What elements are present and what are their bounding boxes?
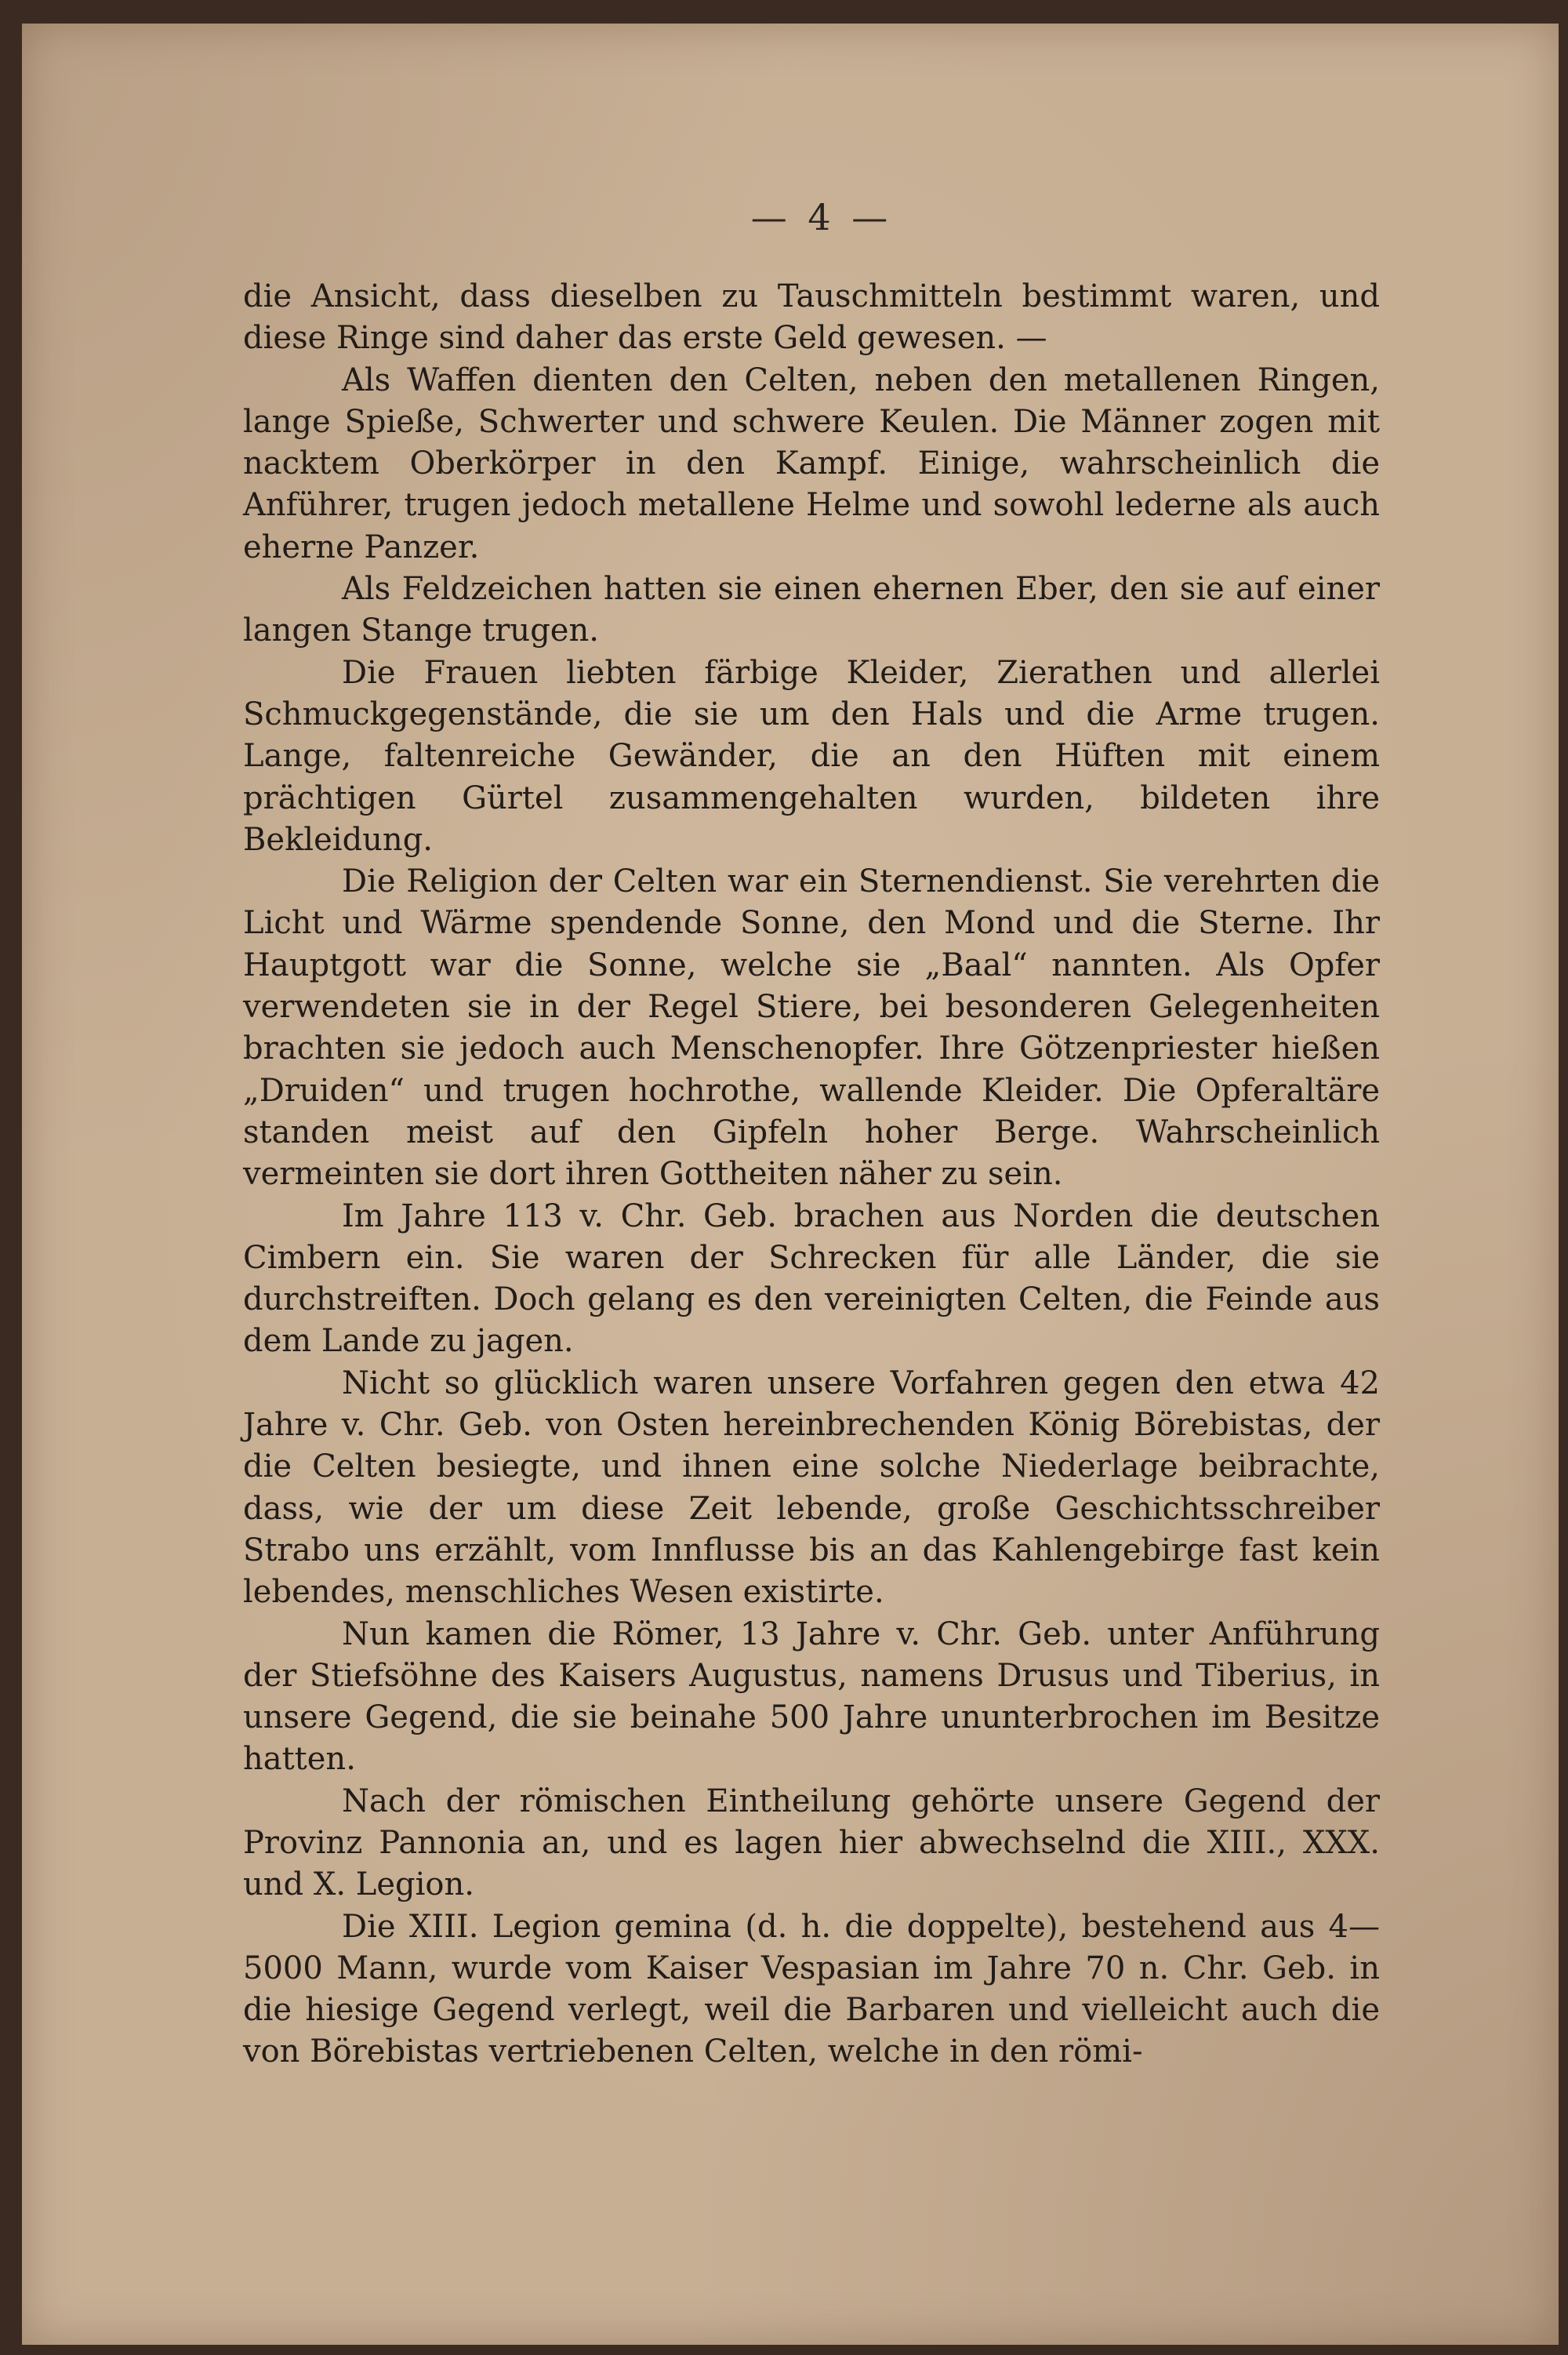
page-number: — 4 — xyxy=(750,196,893,238)
paragraph-1: die Ansicht, dass dieselben zu Tauschmitteln bestimmt waren, und diese Ringe sind daher das erste Geld gewesen. — xyxy=(243,278,1380,357)
paragraph-3: Als Feldzeichen hatten sie einen ehernen Eber, den sie auf einer langen Stange trugen. xyxy=(243,571,1380,649)
paragraph-10: Die XIII. Legion gemina (d. h. die doppelte), bestehend aus 4—5000 Mann, wurde vom Kaiser Vespasian im Jahre 70 n. Chr. Geb. in die hiesige Gegend verlegt, weil die Barbaren und vielleicht auch die von Börebistas vertriebenen Celten, welche in den römi- xyxy=(243,1908,1380,2070)
paragraph-7: Nicht so glücklich waren unsere Vorfahren gegen den etwa 42 Jahre v. Chr. Geb. von Osten hereinbrechenden König Börebistas, der die Celten besiegte, und ihnen eine solche Niederlage beibrachte, dass, wie der um diese Zeit lebende, große Geschichtsschreiber Strabo uns erzählt, vom Innflusse bis an das Kahlengebirge fast kein lebendes, menschliches Wesen existirte. xyxy=(243,1365,1380,1611)
body-text xyxy=(243,276,1380,2073)
paragraph-9: Nach der römischen Eintheilung gehörte unsere Gegend der Provinz Pannonia an, und es lagen hier abwechselnd die XIII., XXX. und X. Legion. xyxy=(243,1783,1380,1903)
paragraph-2: Als Waffen dienten den Celten, neben den metallenen Ringen, lange Spieße, Schwerter und schwere Keulen. Die Männer zogen mit nacktem Oberkörper in den Kampf. Einige, wahrscheinlich die Anführer, trugen jedoch metallene Helme und sowohl lederne als auch eherne Panzer. xyxy=(243,362,1380,565)
book-page xyxy=(22,24,1559,2345)
paragraph-6: Im Jahre 113 v. Chr. Geb. brachen aus Norden die deutschen Cimbern ein. Sie waren der Schrecken für alle Länder, die sie durchstreiften. Doch gelang es den vereinigten Celten, die Feinde aus dem Lande zu jagen. xyxy=(243,1197,1380,1360)
paragraph-8: Nun kamen die Römer, 13 Jahre v. Chr. Geb. unter Anführung der Stiefsöhne des Kaisers Augustus, namens Drusus und Tiberius, in unsere Gegend, die sie beinahe 500 Jahre ununterbrochen im Besitze hatten. xyxy=(243,1615,1380,1778)
paragraph-5: Die Religion der Celten war ein Sternendienst. Sie verehrten die Licht und Wärme spendende Sonne, den Mond und die Sterne. Ihr Hauptgott war die Sonne, welche sie „Baal“ nannten. Als Opfer verwendeten sie in der Regel Stiere, bei besonderen Gelegenheiten brachten sie jedoch auch Menschenopfer. Ihre Götzenpriester hießen „Druiden“ und trugen hochrothe, wallende Kleider. Die Opferaltäre standen meist auf den Gipfeln hoher Berge. Wahrscheinlich vermeinten sie dort ihren Gottheiten näher zu sein. xyxy=(243,863,1380,1193)
paragraph-4: Die Frauen liebten färbige Kleider, Zierathen und allerlei Schmuckgegenstände, die sie um den Hals und die Arme trugen. Lange, faltenreiche Gewänder, die an den Hüften mit einem prächtigen Gürtel zusammengehalten wurden, bildeten ihre Bekleidung. xyxy=(243,654,1380,858)
